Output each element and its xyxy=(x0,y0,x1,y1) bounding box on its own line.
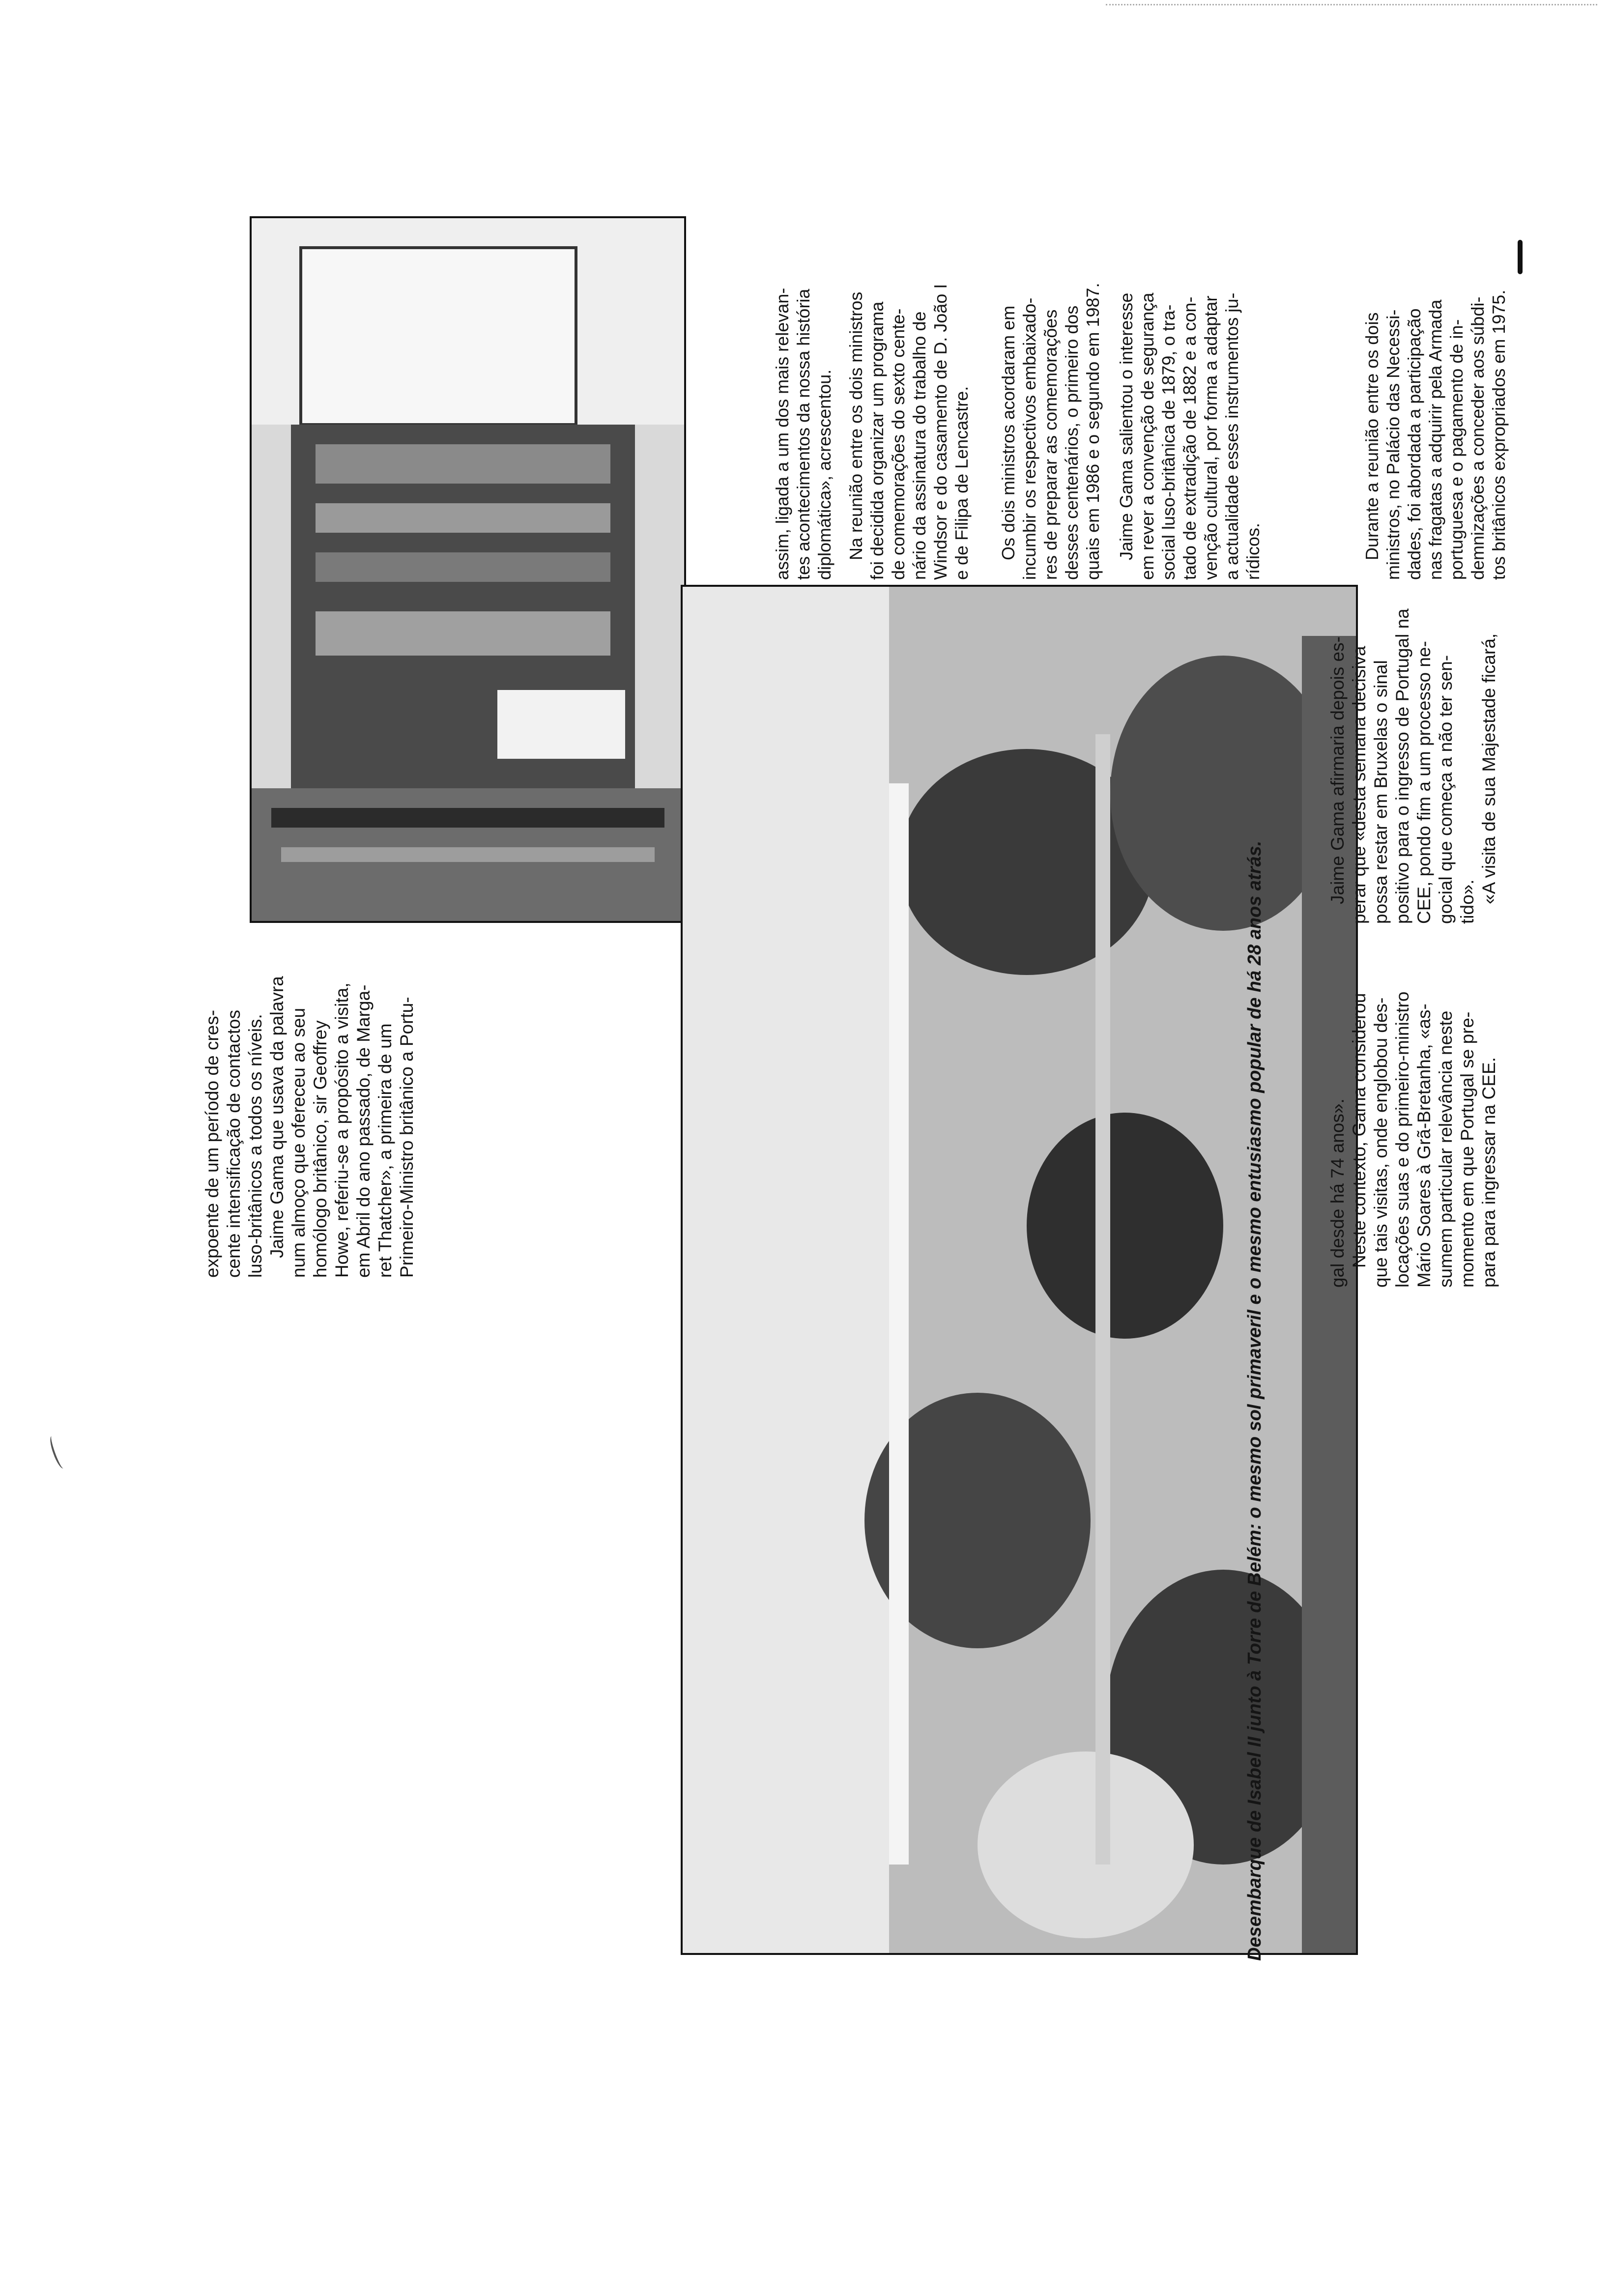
text-line: locações suas e do primeiro-ministro xyxy=(1392,991,1412,1288)
column-right xyxy=(772,236,835,580)
text-line: Neste contexto, Gama considerou xyxy=(1349,993,1369,1268)
text-line: Jaime Gama que usava da palavra xyxy=(267,976,287,1258)
text-line: gal desde há 74 anos». xyxy=(1327,1098,1348,1288)
text-line: nário da assinatura do trabalho de xyxy=(909,311,929,580)
text-line: incumbir os respectivos embaixado- xyxy=(1019,297,1039,580)
text-line: Mário Soares à Grã-Bretanha, «as- xyxy=(1414,1004,1434,1288)
photo-ship-image xyxy=(252,218,684,921)
text-line: cente intensificação de contactos xyxy=(224,1009,244,1278)
end-rule xyxy=(1518,240,1523,274)
photo-ship-arrival xyxy=(250,216,686,923)
text-line: ministros, no Palácio das Necessi- xyxy=(1383,309,1403,580)
text-line: Windsor e do casamento de D. João I xyxy=(930,284,950,580)
text-line: possa restar em Bruxelas o sinal xyxy=(1371,660,1391,924)
text-line: perar que «desta semana decisiva xyxy=(1349,646,1369,924)
text-line: Howe, referiu-se a propósito a visita, xyxy=(332,982,352,1278)
text-line: homólogo britânico, sir Geoffrey xyxy=(310,1020,330,1278)
column-right-part4 xyxy=(1116,236,1264,580)
text-line: diplomática», acrescentou. xyxy=(814,369,835,580)
text-line: Jaime Gama afirmaria depois es- xyxy=(1327,636,1348,904)
text-line: rídicos. xyxy=(1243,522,1263,580)
column-bottom-middle xyxy=(1327,580,1500,924)
text-line: expoente de um período de cres- xyxy=(202,1009,222,1278)
text-line: ret Thatcher», a primeira de um xyxy=(375,1023,395,1278)
text-line: Primeiro-Ministro britânico a Portu- xyxy=(397,997,417,1278)
text-line: sumem particular relevância neste xyxy=(1436,1010,1456,1288)
text-line: de comemorações do sexto cente- xyxy=(888,308,908,580)
text-line: Os dois ministros acordaram em xyxy=(998,305,1018,560)
column-right-part3 xyxy=(998,236,1103,580)
text-line: luso-britânicos a todos os níveis. xyxy=(245,1014,265,1278)
text-line: nas fragatas a adquirir pela Armada xyxy=(1425,299,1445,580)
caption-text: Desembarque de Isabel II junto à Torre de Belém: o mesmo sol primaveril e o mesmo entusiasmo popular de há 28 anos atrás. xyxy=(1244,840,1265,1961)
text-line: momento em que Portugal se pre- xyxy=(1457,1011,1477,1288)
column-bottom-left xyxy=(1327,944,1500,1288)
column-right-part5 xyxy=(1361,236,1509,580)
text-line: dades, foi abordada a participação xyxy=(1404,308,1424,580)
text-line: social luso-britânica de 1879, o tra- xyxy=(1158,304,1179,580)
text-line: tido». xyxy=(1457,879,1477,924)
page-edge-mark xyxy=(1106,4,1597,6)
text-line: «A visita de sua Majestade ficará, xyxy=(1479,633,1499,904)
text-line: num almoço que ofereceu ao seu xyxy=(288,1007,309,1278)
column-right-continued xyxy=(845,236,972,580)
text-line: tado de extradição de 1882 e a con- xyxy=(1180,296,1200,580)
text-line: tes acontecimentos da nossa história xyxy=(793,288,813,580)
text-line: res de preparar as comemorações xyxy=(1040,309,1061,580)
text-line: que tais visitas, onde englobou des- xyxy=(1371,997,1391,1288)
text-line: Jaime Gama salientou o interesse xyxy=(1116,292,1136,560)
text-line: positivo para o ingresso de Portugal na xyxy=(1392,608,1412,924)
text-line: em Abril do ano passado, de Marga- xyxy=(353,984,374,1278)
column-top-left xyxy=(202,963,418,1278)
text-line: a actualidade esses instrumentos ju- xyxy=(1222,292,1242,580)
text-line: para para ingressar na CEE. xyxy=(1479,1057,1499,1288)
text-line: gocial que começa a não ter sen- xyxy=(1436,655,1456,924)
text-line: desses centenários, o primeiro dos xyxy=(1062,305,1082,580)
text-line: e de Filipa de Lencastre. xyxy=(951,386,972,580)
text-line: Durante a reunião entre os dois xyxy=(1362,312,1382,560)
text-line: assim, ligada a um dos mais relevan- xyxy=(772,287,792,580)
text-line: demnizações a conceder aos súbdi- xyxy=(1468,296,1488,580)
text-line: Na reunião entre os dois ministros xyxy=(846,291,866,560)
text-line: CEE, pondo fim a um processo ne- xyxy=(1414,641,1434,924)
text-line: em rever a convenção de segurança xyxy=(1137,292,1157,580)
text-line: portuguesa e o pagamento de in- xyxy=(1446,319,1467,580)
text-line: tos britânicos expropriados em 1975. xyxy=(1489,289,1509,580)
text-line: quais em 1986 e o segundo em 1987. xyxy=(1083,283,1103,580)
stray-scan-mark xyxy=(48,1435,68,1470)
text-line: venção cultural, por forma a adaptar xyxy=(1201,295,1221,580)
photo-caption xyxy=(1243,585,1266,1961)
text-line: foi decidida organizar um programa xyxy=(867,301,887,580)
